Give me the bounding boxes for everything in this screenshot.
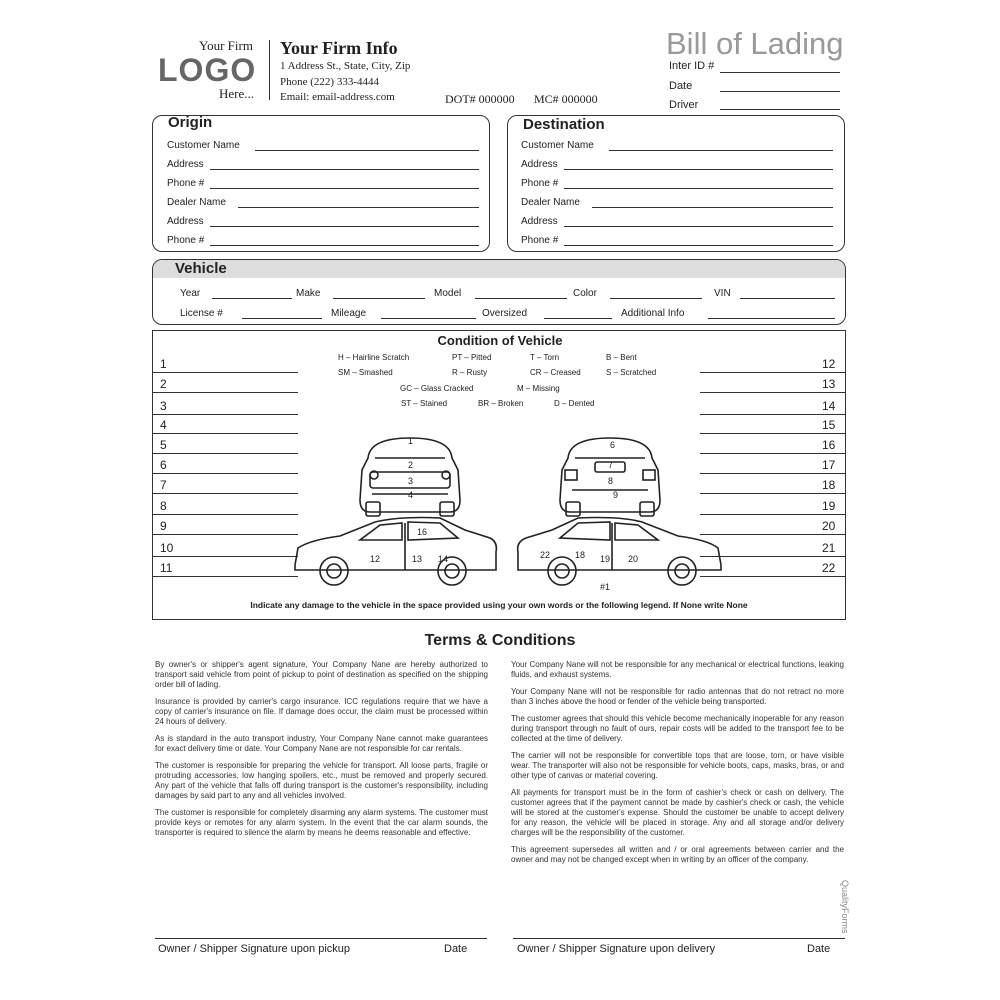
- terms-left-paragraph: By owner's or shipper's agent signature, Your Company Nane are hereby authorized to transport said vehicle from point of pickup to point of destination as specified on the shipping order bill of lading.: [155, 660, 488, 689]
- legend-sm: SM – Smashed: [338, 368, 393, 377]
- origin-phone-2-field[interactable]: [210, 188, 479, 189]
- origin-address-4-label: Address: [167, 216, 204, 227]
- condition-row-11-field[interactable]: [153, 576, 298, 577]
- legend-m: M – Missing: [517, 384, 560, 393]
- origin-phone-2-label: Phone #: [167, 178, 205, 189]
- terms-left-paragraph: The customer is responsible for completely disarming any alarm systems. The customer must provide keys or remotes for any alarm system. In the event that the car alarm sounds, the transporter is required to silence the alarm by means he deems reasonable and effective.: [155, 808, 488, 837]
- mc-number: MC# 000000: [534, 92, 598, 106]
- condition-row-9-field[interactable]: [153, 534, 298, 535]
- destination-dealer-name-3-label: Dealer Name: [521, 197, 580, 208]
- firm-email: Email: email-address.com: [280, 91, 395, 103]
- terms-left-column: [155, 660, 488, 845]
- destination-customer-name-0-label: Customer Name: [521, 140, 594, 151]
- make-field[interactable]: [333, 298, 425, 299]
- terms-left-paragraph: Insurance is provided by carrier's cargo insurance. ICC regulations require that we have a copy of carrier's insurance on file. If damage does occur, the claim must be processed within 24 hours of delivery.: [155, 697, 488, 726]
- legend-b: B – Bent: [606, 353, 637, 362]
- condition-row-15-number: 15: [822, 418, 836, 432]
- logo-wordmark: LOGO: [158, 52, 257, 88]
- license-field[interactable]: [242, 318, 322, 319]
- condition-row-12-number: 12: [822, 357, 836, 371]
- terms-left-paragraph: As is standard in the auto transport industry, Your Company Nane cannot make guarantees for exact delivery time or date. Your Company Nane are not responsible for car rentals.: [155, 734, 488, 753]
- condition-row-14-field[interactable]: [700, 414, 845, 415]
- condition-row-1-field[interactable]: [153, 372, 298, 373]
- zone-1: 1: [408, 436, 414, 446]
- vin-label: VIN: [714, 288, 731, 299]
- origin-address-1-label: Address: [167, 159, 204, 170]
- condition-row-13-number: 13: [822, 377, 836, 391]
- condition-instructions: Indicate any damage to the vehicle in the space provided using your own words or the following legend. If None write None: [250, 600, 748, 610]
- origin-phone-5-label: Phone #: [167, 235, 205, 246]
- additional-info-field[interactable]: [708, 318, 835, 319]
- year-label: Year: [180, 288, 201, 299]
- vehicle-diagram: [290, 430, 730, 595]
- pickup-signature-label: Owner / Shipper Signature upon pickup: [158, 943, 351, 955]
- mileage-field[interactable]: [381, 318, 476, 319]
- zone-13: 13: [412, 554, 423, 564]
- license-label: License #: [180, 308, 223, 319]
- vin-field[interactable]: [740, 298, 835, 299]
- delivery-signature-label: Owner / Shipper Signature upon delivery: [517, 943, 716, 955]
- condition-row-16-number: 16: [822, 438, 836, 452]
- condition-row-4-number: 4: [160, 418, 167, 432]
- origin-phone-5-field[interactable]: [210, 245, 479, 246]
- zone-21: #1: [600, 582, 611, 592]
- condition-row-5-number: 5: [160, 438, 167, 452]
- terms-right-column: [511, 660, 844, 872]
- legend-cr: CR – Creased: [530, 368, 581, 377]
- legend-gc: GC – Glass Cracked: [400, 384, 474, 393]
- pickup-date-label: Date: [444, 943, 468, 955]
- legend-st: ST – Stained: [401, 399, 448, 408]
- zone-18: 18: [575, 550, 586, 560]
- condition-row-12-field[interactable]: [700, 372, 845, 373]
- destination-phone-5-field[interactable]: [564, 245, 833, 246]
- condition-row-7-number: 7: [160, 478, 167, 492]
- terms-left-paragraph: The customer is responsible for preparing the vehicle for transport. All loose parts, fragile or protruding accessories, low hanging spoilers, etc., must be removed and properly secured. Any part of the vehicle that falls off during transport is the customer's responsibility, including damages by said part to any and all vehicles involved.: [155, 761, 488, 800]
- condition-row-8-number: 8: [160, 499, 167, 513]
- destination-dealer-name-3-field[interactable]: [592, 207, 833, 208]
- destination-address-1-label: Address: [521, 159, 558, 170]
- firm-name: Your Firm Info: [280, 38, 398, 58]
- inter-id-label: Inter ID #: [669, 60, 715, 72]
- terms-right-paragraph: The carrier will not be responsible for convertible tops that are loose, torn, or have visible wear. The transporter will also not be responsible for vehicle boots, caps, masks, bras, or and other type of canvas or material covering.: [511, 751, 844, 780]
- additional-info-label: Additional Info: [621, 308, 685, 319]
- condition-row-6-field[interactable]: [153, 473, 298, 474]
- logo-divider: [269, 40, 270, 100]
- condition-row-19-number: 19: [822, 499, 836, 513]
- model-field[interactable]: [475, 298, 567, 299]
- condition-row-7-field[interactable]: [153, 493, 298, 494]
- driver-label: Driver: [669, 99, 699, 111]
- delivery-date-label: Date: [807, 943, 831, 955]
- terms-right-paragraph: Your Company Nane will not be responsible for radio antennas that do not retract no more than 3 inches above the hood or fender of the vehicle being transported.: [511, 687, 844, 706]
- legend-d: D – Dented: [554, 399, 595, 408]
- condition-row-2-number: 2: [160, 377, 167, 391]
- zone-2: 2: [408, 460, 414, 470]
- model-label: Model: [434, 288, 462, 299]
- year-field[interactable]: [212, 298, 292, 299]
- zone-7: 7: [608, 460, 614, 470]
- origin-customer-name-0-label: Customer Name: [167, 140, 240, 151]
- destination-phone-2-field[interactable]: [564, 188, 833, 189]
- zone-20: 20: [628, 554, 639, 564]
- zone-14: 14: [438, 554, 449, 564]
- condition-row-4-field[interactable]: [153, 433, 298, 434]
- logo-bottom-text: Here...: [219, 86, 255, 101]
- terms-right-paragraph: This agreement supersedes all written and / or oral agreements between carrier and the owner and may not be changed except when in writing by an officer of the company.: [511, 845, 844, 864]
- condition-row-11-number: 11: [160, 561, 173, 575]
- zone-4: 4: [408, 490, 414, 500]
- zone-9: 9: [613, 490, 619, 500]
- terms-title: Terms & Conditions: [424, 632, 576, 649]
- dot-number: DOT# 000000: [445, 92, 515, 106]
- make-label: Make: [296, 288, 321, 299]
- condition-title: Condition of Vehicle: [437, 333, 563, 348]
- condition-row-9-number: 9: [160, 519, 167, 533]
- condition-row-17-number: 17: [822, 458, 836, 472]
- delivery-signature-line[interactable]: [513, 938, 845, 939]
- date-field[interactable]: [720, 91, 840, 92]
- origin-dealer-name-3-label: Dealer Name: [167, 197, 226, 208]
- origin-dealer-name-3-field[interactable]: [238, 207, 479, 208]
- zone-8: 8: [608, 476, 614, 486]
- condition-row-13-field[interactable]: [700, 392, 845, 393]
- condition-row-14-number: 14: [822, 399, 836, 413]
- zone-19: 19: [600, 554, 611, 564]
- quality-forms-mark: QualityForms: [840, 880, 850, 934]
- destination-customer-name-0-field[interactable]: [609, 150, 833, 151]
- terms-right-paragraph: Your Company Nane will not be responsible for any mechanical or electrical functions, leaking fluids, and exhaust systems.: [511, 660, 844, 679]
- origin-customer-name-0-field[interactable]: [255, 150, 479, 151]
- destination-address-4-label: Address: [521, 216, 558, 227]
- oversized-label: Oversized: [482, 308, 528, 319]
- mileage-label: Mileage: [331, 308, 367, 319]
- condition-row-10-field[interactable]: [153, 556, 298, 557]
- vehicle-title: Vehicle: [175, 260, 227, 277]
- condition-row-5-field[interactable]: [153, 453, 298, 454]
- condition-row-3-number: 3: [160, 399, 167, 413]
- destination-phone-5-label: Phone #: [521, 235, 559, 246]
- legend-br: BR – Broken: [478, 399, 524, 408]
- origin-address-1-field[interactable]: [210, 169, 479, 170]
- zone-22: 22: [540, 550, 551, 560]
- condition-row-21-number: 21: [822, 541, 836, 555]
- origin-title: Origin: [168, 114, 213, 131]
- diagram-zone-numbers: [370, 436, 638, 592]
- condition-row-18-number: 18: [822, 478, 836, 492]
- legend-t: T – Torn: [530, 353, 560, 362]
- date-label: Date: [669, 80, 693, 92]
- legend-pt: PT – Pitted: [452, 353, 492, 362]
- condition-row-8-field[interactable]: [153, 514, 298, 515]
- condition-row-10-number: 10: [160, 541, 174, 555]
- car-left-side-view: [295, 518, 496, 586]
- legend-h: H – Hairline Scratch: [338, 353, 410, 362]
- zone-3: 3: [408, 476, 414, 486]
- condition-row-2-field[interactable]: [153, 392, 298, 393]
- pickup-signature-line[interactable]: [155, 938, 487, 939]
- firm-address: 1 Address St., State, City, Zip: [280, 60, 411, 72]
- destination-phone-2-label: Phone #: [521, 178, 559, 189]
- terms-right-paragraph: All payments for transport must be in the form of cashier's check or cash on delivery. The customer agrees that if the payment cannot be made by cashier's check or cash, the vehicle will be stored at the customer's expense. Should the customer be unable to accept delivery for any reason, the vehicle will be placed in storage. Any and all storage and/or delivery charges will be the responsibility of the customer.: [511, 788, 844, 837]
- condition-row-3-field[interactable]: [153, 414, 298, 415]
- color-field[interactable]: [610, 298, 702, 299]
- legend-s: S – Scratched: [606, 368, 657, 377]
- firm-phone: Phone (222) 333-4444: [280, 76, 379, 88]
- origin-address-4-field[interactable]: [210, 226, 479, 227]
- terms-right-paragraph: The customer agrees that should this vehicle become mechanically inoperable for any reason during transport through no fault of ours, repair costs will be added to the transport fee to be collected at the time of delivery.: [511, 714, 844, 743]
- color-label: Color: [573, 288, 597, 299]
- condition-row-6-number: 6: [160, 458, 167, 472]
- destination-title: Destination: [523, 116, 605, 133]
- vehicle-header-bar: [153, 260, 845, 278]
- zone-12: 12: [370, 554, 381, 564]
- condition-row-1-number: 1: [160, 357, 167, 371]
- document-title: Bill of Lading: [666, 26, 844, 61]
- destination-address-1-field[interactable]: [564, 169, 833, 170]
- inter-id-field[interactable]: [720, 72, 840, 73]
- logo-top-text: Your Firm: [199, 38, 253, 53]
- zone-6: 6: [610, 440, 616, 450]
- driver-field[interactable]: [720, 109, 840, 110]
- condition-row-20-number: 20: [822, 519, 836, 533]
- zone-16: 16: [417, 527, 428, 537]
- oversized-field[interactable]: [544, 318, 612, 319]
- condition-row-22-number: 22: [822, 561, 836, 575]
- destination-address-4-field[interactable]: [564, 226, 833, 227]
- legend-r: R – Rusty: [452, 368, 488, 377]
